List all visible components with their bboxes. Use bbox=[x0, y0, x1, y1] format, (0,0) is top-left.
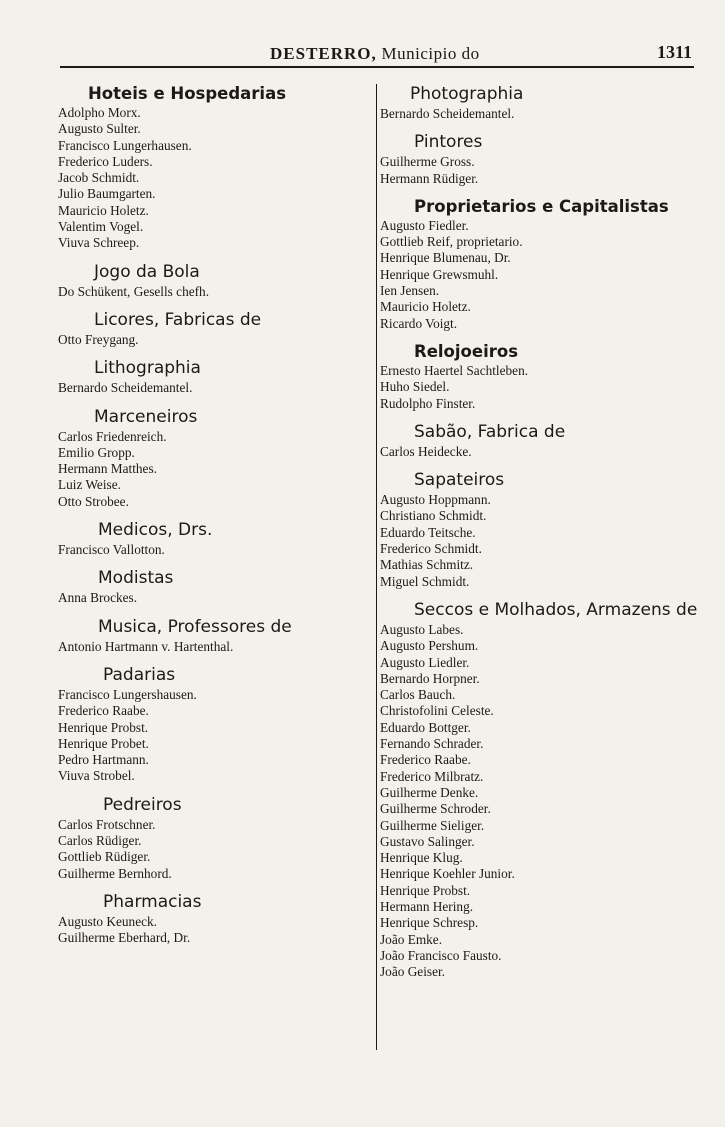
section-sabao bbox=[380, 422, 710, 460]
section-heading: Proprietarios e Capitalistas bbox=[414, 196, 669, 216]
directory-entry: Ricardo Voigt. bbox=[380, 315, 458, 331]
directory-entry: Do Schükent, Gesells chefh. bbox=[58, 283, 210, 299]
directory-entry: Fernando Schrader. bbox=[380, 736, 484, 752]
directory-entry: Augusto Hoppmann. bbox=[380, 492, 491, 508]
directory-entry: Hermann Matthes. bbox=[58, 461, 157, 477]
directory-entry: Guilherme Denke. bbox=[380, 784, 479, 800]
directory-entry: Henrique Probst. bbox=[58, 719, 149, 735]
section-heading: Lithographia bbox=[94, 358, 201, 379]
directory-entry: Augusto Labes. bbox=[380, 621, 464, 637]
section-medicos bbox=[58, 520, 348, 558]
directory-entry: Henrique Probet. bbox=[58, 735, 149, 751]
directory-entry: Francisco Lungerhausen. bbox=[58, 137, 192, 153]
section-heading: Pintores bbox=[414, 132, 483, 153]
section-heading: Licores, Fabricas de bbox=[94, 309, 262, 330]
directory-entry: Otto Strobee. bbox=[58, 493, 129, 509]
section-heading: Relojoeiros bbox=[414, 341, 519, 361]
directory-entry: Frederico Raabe. bbox=[58, 703, 149, 719]
directory-entry: Mathias Schmitz. bbox=[380, 557, 474, 573]
directory-entry: Anna Brockes. bbox=[58, 590, 138, 606]
section-heading: Marceneiros bbox=[94, 406, 198, 427]
section-heading: Padarias bbox=[103, 664, 176, 685]
directory-entry: Henrique Schresp. bbox=[380, 915, 479, 931]
directory-entry: Ien Jensen. bbox=[380, 283, 440, 299]
directory-entry: Guilherme Gross. bbox=[380, 154, 475, 170]
directory-entry: João Geiser. bbox=[380, 964, 445, 980]
directory-entry: Ernesto Haertel Sachtleben. bbox=[380, 362, 529, 378]
directory-entry: Frederico Raabe. bbox=[380, 752, 471, 768]
directory-entry: Augusto Liedler. bbox=[380, 654, 470, 670]
directory-entry: Bernardo Horpner. bbox=[380, 670, 480, 686]
header-rule bbox=[60, 66, 694, 68]
directory-entry: Francisco Vallotton. bbox=[58, 542, 165, 558]
section-heading: Medicos, Drs. bbox=[98, 520, 213, 541]
directory-entry: Eduardo Bottger. bbox=[380, 719, 471, 735]
section-heading: Jogo da Bola bbox=[94, 261, 200, 282]
section-lithographia bbox=[58, 358, 348, 396]
directory-entry: Antonio Hartmann v. Hartenthal. bbox=[58, 638, 234, 654]
section-heading: Seccos e Molhados, Armazens de bbox=[414, 599, 698, 620]
section-modistas bbox=[58, 568, 348, 606]
section-seccos-molhados bbox=[380, 600, 710, 981]
section-heading: Modistas bbox=[98, 568, 174, 589]
directory-entry: Miguel Schmidt. bbox=[380, 573, 470, 589]
section-jogo-da-bola bbox=[58, 262, 348, 300]
section-sapateiros bbox=[380, 470, 710, 590]
directory-entry: Mauricio Holetz. bbox=[380, 299, 471, 315]
directory-entry: João Emke. bbox=[380, 931, 443, 947]
directory-entry: Bernardo Scheidemantel. bbox=[380, 106, 515, 121]
section-heading: Hoteis e Hospedarias bbox=[88, 84, 287, 103]
directory-entry: Mauricio Holetz. bbox=[58, 202, 149, 218]
directory-entry: Frederico Milbratz. bbox=[380, 768, 484, 784]
directory-entry: Jacob Schmidt. bbox=[58, 170, 140, 186]
directory-entry: Hermann Hering. bbox=[380, 898, 474, 914]
directory-entry: Augusto Sulter. bbox=[58, 121, 141, 137]
section-pedreiros bbox=[58, 795, 348, 882]
running-title-city: DESTERRO, bbox=[270, 44, 377, 63]
directory-entry: Viuva Strobel. bbox=[58, 768, 135, 784]
directory-entry: Guilherme Sieliger. bbox=[380, 817, 485, 833]
directory-entry: Guilherme Bernhord. bbox=[58, 865, 172, 881]
section-heading: Sapateiros bbox=[414, 470, 505, 491]
section-marceneiros bbox=[58, 407, 348, 510]
directory-entry: Pedro Hartmann. bbox=[58, 752, 149, 768]
section-relojoeiros bbox=[380, 342, 710, 412]
section-musica bbox=[58, 617, 348, 655]
directory-entry: João Francisco Fausto. bbox=[380, 947, 502, 963]
directory-entry: Carlos Rüdiger. bbox=[58, 833, 142, 849]
directory-entry: Christiano Schmidt. bbox=[380, 508, 487, 524]
directory-entry: Christofolini Celeste. bbox=[380, 703, 494, 719]
section-heading: Photographia bbox=[410, 84, 524, 104]
directory-entry: Julio Baumgarten. bbox=[58, 186, 156, 202]
directory-entry: Bernardo Scheidemantel. bbox=[58, 380, 193, 396]
page-header bbox=[60, 40, 698, 70]
section-heading: Pedreiros bbox=[103, 794, 182, 815]
section-padarias bbox=[58, 665, 348, 785]
section-hoteis bbox=[58, 84, 348, 252]
right-column bbox=[376, 84, 710, 1050]
page-number: 1311 bbox=[656, 42, 692, 62]
directory-entry: Carlos Bauch. bbox=[380, 687, 456, 703]
directory-entry: Valentim Vogel. bbox=[58, 219, 144, 235]
directory-entry: Viuva Schreep. bbox=[58, 235, 140, 251]
directory-entry: Augusto Pershum. bbox=[380, 638, 479, 654]
directory-entry: Henrique Blumenau, Dr. bbox=[380, 250, 511, 266]
section-photographia bbox=[380, 84, 710, 122]
directory-entry: Otto Freygang. bbox=[58, 331, 139, 347]
directory-entry: Rudolpho Finster. bbox=[380, 395, 476, 411]
section-pintores bbox=[380, 132, 710, 187]
section-heading: Sabão, Fabrica de bbox=[414, 421, 566, 442]
directory-entry: Hermann Rüdiger. bbox=[380, 170, 479, 186]
directory-entry: Henrique Klug. bbox=[380, 850, 463, 866]
directory-entry: Carlos Frotschner. bbox=[58, 816, 156, 832]
directory-entry: Gottlieb Rüdiger. bbox=[58, 849, 151, 865]
section-pharmacias bbox=[58, 892, 348, 947]
directory-entry: Augusto Fiedler. bbox=[380, 217, 469, 233]
directory-entry: Guilherme Eberhard, Dr. bbox=[58, 930, 191, 946]
directory-entry: Henrique Probst. bbox=[380, 882, 471, 898]
directory-entry: Adolpho Morx. bbox=[58, 105, 141, 120]
directory-entry: Augusto Keuneck. bbox=[58, 913, 157, 929]
running-title-rest: Municipio do bbox=[376, 44, 480, 63]
directory-entry: Henrique Koehler Junior. bbox=[380, 866, 515, 882]
directory-entry: Emilio Gropp. bbox=[58, 444, 135, 460]
directory-entry: Luiz Weise. bbox=[58, 477, 121, 493]
directory-entry: Gustavo Salinger. bbox=[380, 833, 475, 849]
section-heading: Musica, Professores de bbox=[98, 616, 292, 637]
left-column bbox=[58, 84, 348, 957]
running-title bbox=[270, 44, 480, 64]
directory-entry: Eduardo Teitsche. bbox=[380, 524, 476, 540]
section-heading: Pharmacias bbox=[103, 891, 202, 912]
directory-entry: Henrique Grewsmuhl. bbox=[380, 266, 499, 282]
directory-entry: Huho Siedel. bbox=[380, 379, 450, 395]
directory-entry: Frederico Schmidt. bbox=[380, 541, 482, 557]
directory-entry: Francisco Lungershausen. bbox=[58, 686, 197, 702]
directory-entry: Frederico Luders. bbox=[58, 153, 153, 169]
directory-entry: Guilherme Schroder. bbox=[380, 801, 491, 817]
section-proprietarios bbox=[380, 197, 710, 332]
directory-entry: Carlos Friedenreich. bbox=[58, 428, 167, 444]
directory-entry: Gottlieb Reif, proprietario. bbox=[380, 234, 523, 250]
section-licores bbox=[58, 310, 348, 348]
directory-entry: Carlos Heidecke. bbox=[380, 443, 472, 459]
